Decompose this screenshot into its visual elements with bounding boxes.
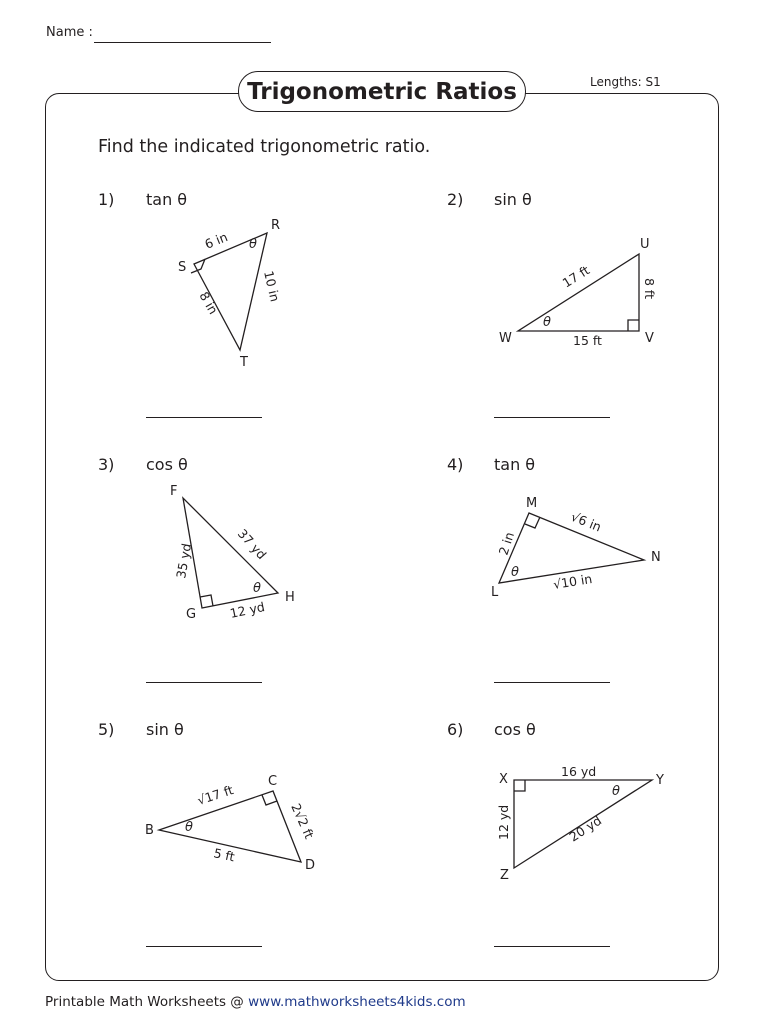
side-label: 17 ft <box>559 262 593 291</box>
side-label: 5 ft <box>212 845 237 865</box>
footer <box>45 994 466 1010</box>
side-label: √17 ft <box>195 782 236 808</box>
vertex-label: N <box>651 550 661 565</box>
side-label: 8 in <box>196 289 222 317</box>
vertex-label: D <box>305 858 316 873</box>
vertex-label: M <box>526 496 538 511</box>
vertex-label: B <box>145 823 154 838</box>
problem-2-ratio: sin θ <box>494 190 532 209</box>
side-label: 35 yd <box>173 542 195 580</box>
footer-prefix: Printable Math Worksheets @ <box>45 994 249 1010</box>
vertex-label: V <box>645 331 654 346</box>
side-label: 8 ft <box>642 278 657 300</box>
vertex-label: G <box>186 607 197 622</box>
vertex-label: Z <box>500 868 509 883</box>
angle-label: θ <box>612 784 620 799</box>
instruction-text: Find the indicated trigonometric ratio. <box>98 137 431 157</box>
vertex-label: U <box>640 237 650 252</box>
angle-label: θ <box>253 581 261 596</box>
side-label: √10 in <box>552 571 594 592</box>
angle-label: θ <box>185 820 193 835</box>
angle-label: θ <box>249 237 257 252</box>
problem-5-number: 5) <box>98 720 115 739</box>
right-angle-marker-1 <box>191 259 205 273</box>
side-label: 2 in <box>495 530 518 557</box>
vertex-label: W <box>499 331 512 346</box>
side-label: 37 yd <box>234 525 270 563</box>
footer-link[interactable]: www.mathworksheets4kids.com <box>248 994 466 1010</box>
vertex-label: T <box>240 355 248 370</box>
side-label: 15 ft <box>573 333 602 348</box>
name-label: Name : <box>46 25 93 40</box>
vertex-label: R <box>271 218 281 233</box>
angle-label: θ <box>511 565 519 580</box>
right-angle-marker-6 <box>514 780 525 791</box>
vertex-label: X <box>499 772 508 787</box>
problem-1-number: 1) <box>98 190 115 209</box>
problem-3-ratio: cos θ <box>146 455 188 474</box>
side-label: √6 in <box>568 508 604 535</box>
side-label: 12 yd <box>228 598 267 621</box>
side-label: 2√2 ft <box>288 801 317 841</box>
side-label: 16 yd <box>561 764 597 779</box>
right-angle-marker-2 <box>628 320 639 331</box>
lengths-label: Lengths: S1 <box>590 75 661 89</box>
vertex-label: H <box>285 590 295 605</box>
angle-label: θ <box>543 315 551 330</box>
problem-6-ratio: cos θ <box>494 720 536 739</box>
side-label: 6 in <box>202 229 230 252</box>
problem-3-number: 3) <box>98 455 115 474</box>
problem-1-ratio: tan θ <box>146 190 188 209</box>
problem-5-ratio: sin θ <box>146 720 184 739</box>
problem-4-number: 4) <box>447 455 464 474</box>
vertex-label: C <box>268 774 278 789</box>
worksheet-title-text: Trigonometric Ratios <box>247 78 517 105</box>
vertex-label: L <box>491 585 499 600</box>
side-label: 12 yd <box>496 804 511 840</box>
vertex-label: F <box>170 484 178 499</box>
side-label: 10 in <box>261 269 283 304</box>
problem-2-number: 2) <box>447 190 464 209</box>
vertex-label: Y <box>656 773 664 788</box>
problem-4-ratio: tan θ <box>494 455 536 474</box>
problem-6-number: 6) <box>447 720 464 739</box>
vertex-label: S <box>178 260 187 275</box>
side-label: 20 yd <box>566 812 605 845</box>
